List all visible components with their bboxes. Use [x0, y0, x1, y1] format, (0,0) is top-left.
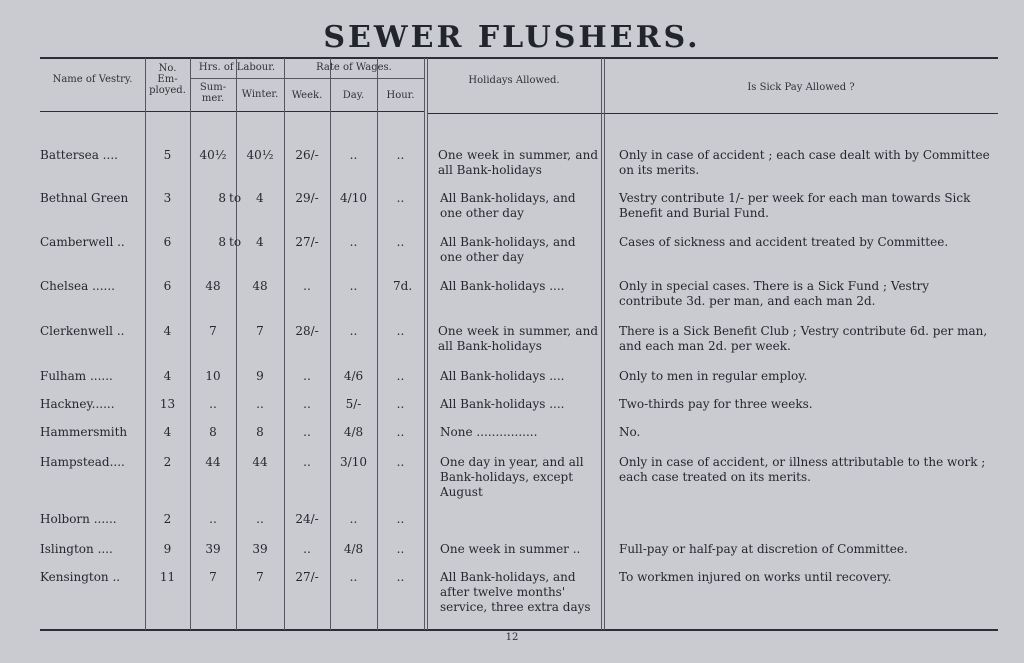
cell-winter: 7 — [256, 570, 264, 584]
cell-summer: 7 — [209, 570, 217, 584]
page-title: SEWER FLUSHERS. — [323, 20, 701, 55]
cell-vestry: Hampstead.... — [40, 455, 125, 469]
bottom-rule — [40, 629, 998, 631]
cell-summer: 40½ — [199, 148, 227, 162]
cell-hour: .. — [396, 148, 405, 162]
cell-day: .. — [349, 570, 358, 584]
cell-to: to — [229, 191, 242, 205]
cell-vestry: Hackney...... — [40, 397, 115, 411]
cell-employed: 6 — [163, 235, 172, 249]
cell-day: .. — [349, 235, 358, 249]
cell-hour: .. — [396, 191, 405, 205]
cell-week: .. — [303, 397, 311, 411]
cell-sick-pay: Only in case of accident ; each case dealt with by Committee on its merits. — [619, 148, 990, 177]
cell-employed: 2 — [163, 512, 172, 526]
cell-employed: 4 — [163, 324, 172, 338]
cell-sick-pay: Full-pay or half-pay at discretion of Committee. — [619, 542, 908, 556]
cell-week: 28/- — [295, 324, 319, 338]
cell-sick-pay: Only in case of accident, or illness attributable to the work ; each case treated on its merits. — [619, 455, 986, 484]
header-hour: Hour. — [386, 90, 415, 101]
cell-sick-pay: There is a Sick Benefit Club ; Vestry contribute 6d. per man, and each man 2d. per week. — [619, 324, 988, 353]
cell-holidays: One week in summer .. — [440, 542, 581, 556]
column-divider — [601, 58, 602, 630]
cell-sick-pay: Two-thirds pay for three weeks. — [619, 397, 813, 411]
column-divider — [427, 58, 428, 630]
cell-vestry: Hammersmith — [40, 425, 128, 439]
cell-hour: .. — [396, 455, 405, 469]
cell-winter: 4 — [256, 191, 264, 205]
cell-sick-pay: Vestry contribute 1/- per week for each man towards Sick Benefit and Burial Fund. — [619, 191, 971, 220]
cell-hour: .. — [396, 397, 405, 411]
header-holidays: Holidays Allowed. — [468, 75, 560, 86]
cell-week: .. — [303, 425, 311, 439]
cell-day: 4/8 — [343, 542, 364, 556]
cell-winter: .. — [256, 512, 264, 526]
cell-employed: 5 — [163, 148, 172, 162]
cell-vestry: Bethnal Green — [40, 191, 129, 205]
cell-hour: .. — [396, 542, 405, 556]
cell-employed: 4 — [163, 369, 172, 383]
cell-week: .. — [303, 279, 311, 293]
hours-subrule — [190, 78, 284, 79]
cell-holidays: None ................ — [440, 425, 538, 439]
top-rule — [40, 57, 998, 59]
cell-vestry: Fulham ...... — [40, 369, 113, 383]
cell-holidays: All Bank-holidays .... — [440, 397, 565, 411]
header-hours: Hrs. of Labour. — [198, 62, 276, 73]
header-day: Day. — [342, 90, 365, 101]
cell-week: .. — [303, 455, 311, 469]
cell-to: to — [229, 235, 242, 249]
cell-hour: .. — [396, 570, 405, 584]
cell-week: .. — [303, 369, 311, 383]
cell-sick-pay: Only in special cases. There is a Sick Fund ; Vestry contribute 3d. per man, and each man 2d. — [619, 279, 930, 308]
cell-employed: 4 — [163, 425, 172, 439]
header-summer-2: mer. — [201, 93, 225, 104]
cell-vestry: Holborn ...... — [40, 512, 117, 526]
header-vestry: Name of Vestry. — [52, 74, 133, 85]
cell-summer: 8 — [218, 191, 226, 205]
cell-day: .. — [349, 512, 358, 526]
cell-vestry: Chelsea ...... — [40, 279, 115, 293]
header-week: Week. — [291, 90, 323, 101]
cell-week: 26/- — [295, 148, 319, 162]
cell-holidays: All Bank-holidays, and one other day — [440, 235, 576, 264]
page-number: 12 — [505, 632, 519, 643]
cell-employed: 13 — [159, 397, 176, 411]
cell-summer: .. — [209, 397, 217, 411]
cell-day: 4/8 — [343, 425, 364, 439]
cell-employed: 2 — [163, 455, 172, 469]
cell-employed: 11 — [159, 570, 176, 584]
cell-summer: 8 — [218, 235, 226, 249]
cell-winter: 48 — [252, 279, 268, 293]
cell-winter: 39 — [252, 542, 268, 556]
cell-day: 4/6 — [343, 369, 364, 383]
wages-subrule — [284, 78, 424, 79]
cell-vestry: Kensington .. — [40, 570, 121, 584]
cell-summer: 8 — [209, 425, 217, 439]
header-summer-1: Sum- — [199, 82, 227, 93]
column-divider — [424, 58, 425, 630]
cell-winter: .. — [256, 397, 264, 411]
cell-hour: .. — [396, 425, 405, 439]
cell-hour: .. — [396, 324, 405, 338]
cell-summer: 39 — [205, 542, 221, 556]
column-divider — [604, 58, 605, 630]
cell-winter: 9 — [256, 369, 264, 383]
cell-holidays: All Bank-holidays, and one other day — [440, 191, 576, 220]
cell-summer: 44 — [205, 455, 221, 469]
cell-employed: 3 — [163, 191, 172, 205]
cell-holidays: All Bank-holidays .... — [440, 279, 565, 293]
cell-week: 29/- — [295, 191, 319, 205]
cell-day: 3/10 — [340, 455, 367, 469]
cell-winter: 8 — [256, 425, 264, 439]
cell-day: .. — [349, 148, 358, 162]
header-employed-3: ployed. — [149, 85, 186, 96]
cell-hour: .. — [396, 512, 405, 526]
cell-sick-pay: Only to men in regular employ. — [619, 369, 808, 383]
header-wages: Rate of Wages. — [316, 62, 392, 73]
header-sick-pay: Is Sick Pay Allowed ? — [747, 82, 855, 93]
cell-employed: 9 — [163, 542, 172, 556]
cell-hour: 7d. — [393, 279, 413, 293]
header-employed-1: No. — [158, 63, 177, 74]
cell-vestry: Camberwell .. — [40, 235, 125, 249]
cell-day: 4/10 — [340, 191, 367, 205]
cell-week: 27/- — [295, 235, 319, 249]
cell-winter: 40½ — [246, 148, 274, 162]
cell-holidays: One day in year, and all Bank-holidays, except August — [440, 455, 584, 499]
cell-vestry: Clerkenwell .. — [40, 324, 125, 338]
cell-week: .. — [303, 542, 311, 556]
cell-day: .. — [349, 324, 358, 338]
cell-holidays: One week in summer, and all Bank-holidays — [438, 148, 598, 177]
cell-vestry: Islington .... — [40, 542, 113, 556]
cell-day: .. — [349, 279, 358, 293]
cell-week: 27/- — [295, 570, 319, 584]
cell-holidays: All Bank-holidays, and after twelve months' service, three extra days — [440, 570, 591, 614]
header-employed-2: Em- — [157, 74, 178, 85]
cell-vestry: Battersea .... — [40, 148, 118, 162]
cell-summer: 48 — [205, 279, 221, 293]
cell-sick-pay: To workmen injured on works until recovery. — [619, 570, 892, 584]
cell-week: 24/- — [295, 512, 319, 526]
cell-day: 5/- — [345, 397, 362, 411]
cell-holidays: One week in summer, and all Bank-holidays — [438, 324, 598, 353]
cell-holidays: All Bank-holidays .... — [440, 369, 565, 383]
cell-summer: 7 — [209, 324, 217, 338]
cell-summer: .. — [209, 512, 217, 526]
cell-winter: 44 — [252, 455, 268, 469]
header-rule-right — [427, 113, 998, 114]
header-rule-left — [40, 111, 424, 112]
cell-employed: 6 — [163, 279, 172, 293]
cell-hour: .. — [396, 235, 405, 249]
cell-hour: .. — [396, 369, 405, 383]
cell-summer: 10 — [205, 369, 221, 383]
cell-winter: 7 — [256, 324, 264, 338]
header-winter: Winter. — [241, 89, 279, 100]
cell-sick-pay: Cases of sickness and accident treated by Committee. — [619, 235, 949, 249]
cell-winter: 4 — [256, 235, 264, 249]
cell-sick-pay: No. — [619, 425, 641, 439]
